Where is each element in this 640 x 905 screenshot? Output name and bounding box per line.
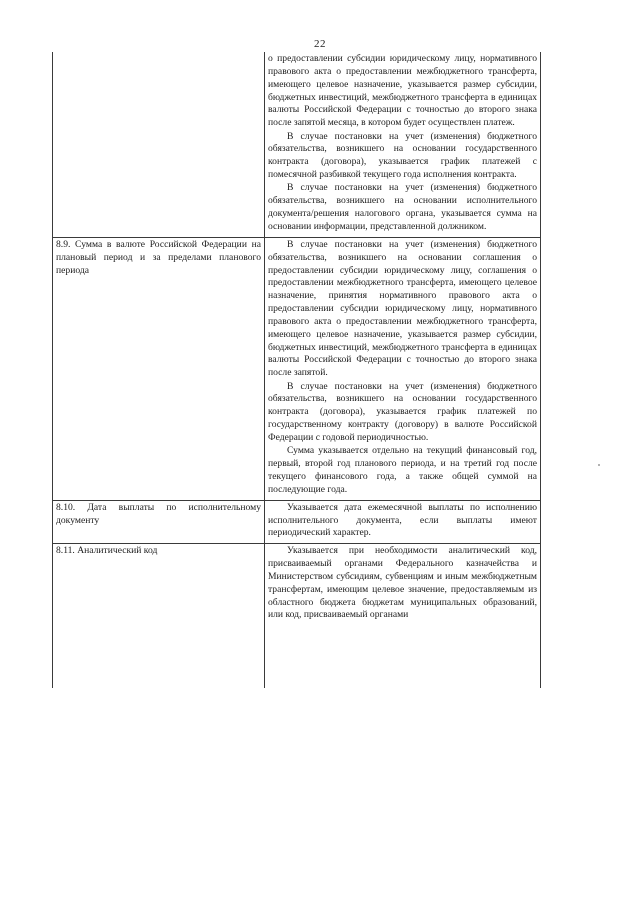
paragraph: В случае постановки на учет (изменения) бюджетного обязательства, возникшего на основании исполнительного документа/решения налогового органа, указывается сумма на основании информации, представленной должником.: [268, 182, 537, 232]
row-description-cell: [265, 52, 541, 237]
table-row: [53, 237, 541, 500]
paragraph: Указывается дата ежемесячной выплаты по исполнению исполнительного документа, если выплаты имеют периодический характер.: [268, 501, 537, 539]
page-number: 22: [314, 38, 326, 50]
row-label: 8.11. Аналитический код: [56, 545, 158, 557]
row-description-cell: [265, 544, 541, 689]
row-description-cell: [265, 237, 541, 500]
paragraph: Указывается при необходимости аналитический код, присваиваемый органами Федерального казначейства и Министерством субсидиям, субвенциям и иным межбюджетным трансфертам, имеющим целевое значение, предоставляемым из областного бюджета бюджетам муниципальных образований, или код, присваиваемый органами: [268, 545, 537, 621]
row-label-cell: [53, 52, 265, 237]
paragraph: В случае постановки на учет (изменения) бюджетного обязательства, возникшего на основании государственного контракта (договора), указывается график платежей с помесячной разбивкой текущего года исполнения контракта.: [268, 130, 537, 181]
table-row: [53, 52, 541, 237]
row-description-cell: [265, 500, 541, 544]
table-row: [53, 500, 541, 544]
paragraph: В случае постановки на учет (изменения) бюджетного обязательства, возникшего на основании соглашения о предоставлении субсидии юридическому лицу, соглашения о предоставлении межбюджетного трансферта, имеющего целевое назначение, принятия нормативного правового акта о предоставлении субсидии юридическому лицу, нормативного правового акта о предоставлении межбюджетного трансферта, имеющего целевое назначение, указывается размер субсидии, бюджетных инвестиций, межбюджетного трансферта в единицах валюты Российской Федерации с точностью до второго знака после запятой.: [268, 238, 537, 379]
paragraph: о предоставлении субсидии юридическому лицу, нормативного правового акта о предоставлении межбюджетного трансферта, имеющего целевое назначение, указывается размер субсидии, бюджетных инвестиций, межбюджетного трансферта в единицах валюты Российской Федерации с точностью до второго знака после запятой месяца, в котором будет осуществлен платеж.: [268, 53, 537, 129]
paragraph: В случае постановки на учет (изменения) бюджетного обязательства, возникшего на основании государственного контракта (договора), указывается график платежей по государственному контракту (договору) в валюте Российской Федерации с годовой периодичностью.: [268, 380, 537, 443]
row-label-cell: [53, 544, 265, 689]
table-row: [53, 544, 541, 689]
scan-speck: [598, 464, 600, 466]
row-label-cell: [53, 237, 265, 500]
paragraph: Сумма указывается отдельно на текущий финансовый год, первый, второй год планового периода, и на третий год после текущего финансового года, а также общей суммой на последующие года.: [268, 445, 537, 495]
document-table: [52, 52, 541, 688]
row-label: 8.10. Дата выплаты по исполнительному документу: [56, 501, 261, 526]
row-label-cell: [53, 500, 265, 544]
row-label: 8.9. Сумма в валюте Российской Федерации на плановый период и за пределами планового периода: [56, 238, 261, 276]
